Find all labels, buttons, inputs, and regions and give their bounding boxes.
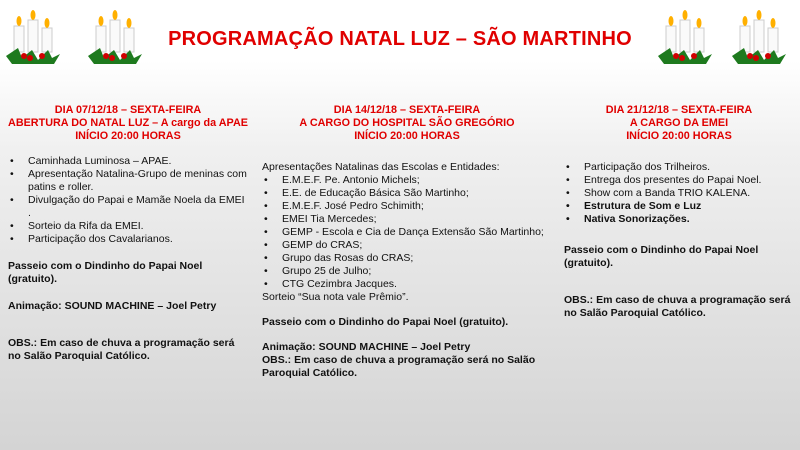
column-header — [262, 104, 552, 143]
list-item: • Participação dos Trilheiros. — [564, 161, 794, 174]
header-start-time: INÍCIO 20:00 HORAS — [75, 130, 181, 142]
event-list — [262, 174, 552, 291]
animacao-note: Animação: SOUND MACHINE – Joel Petry — [8, 300, 217, 312]
animacao-note: Animação: SOUND MACHINE – Joel Petry — [262, 341, 471, 353]
program-column-dec07 — [8, 104, 248, 363]
header-start-time: INÍCIO 20:00 HORAS — [354, 130, 460, 142]
list-item: • E.M.E.F. Pe. Antonio Michels; — [262, 174, 552, 187]
list-item: • GEMP - Escola e Cia de Dança Extensão São Martinho; — [262, 226, 552, 239]
list-item: • Grupo das Rosas do CRAS; — [262, 252, 552, 265]
list-item: • Nativa Sonorizações. — [564, 213, 794, 226]
list-item: • EMEI Tia Mercedes; — [262, 213, 552, 226]
list-item: • Show com a Banda TRIO KALENA. — [564, 187, 794, 200]
intro-text: Apresentações Natalinas das Escolas e Entidades: — [262, 161, 500, 173]
candles-holly-icon — [86, 8, 144, 66]
list-item: • CTG Cezimbra Jacques. — [262, 278, 552, 291]
column-header — [564, 104, 794, 143]
header-date: DIA 07/12/18 – SEXTA-FEIRA — [54, 104, 202, 116]
list-item: • Divulgação do Papai e Mamãe Noela da EMEI . — [8, 194, 248, 220]
candles-holly-icon — [656, 8, 714, 66]
program-column-dec21 — [564, 104, 794, 320]
header-organizer: A CARGO DA EMEI — [629, 117, 729, 129]
list-item: • E.E. de Educação Básica São Martinho; — [262, 187, 552, 200]
list-item: • Apresentação Natalina-Grupo de meninas com patins e roller. — [8, 168, 248, 194]
list-item: • Estrutura de Som e Luz — [564, 200, 794, 213]
passeio-note: Passeio com o Dindinho do Papai Noel (gratuito). — [262, 316, 509, 328]
page-title: PROGRAMAÇÃO NATAL LUZ – SÃO MARTINHO — [168, 28, 632, 50]
candles-holly-icon — [730, 8, 788, 66]
column-header — [8, 104, 248, 143]
candles-holly-icon — [4, 8, 62, 66]
header-organizer: ABERTURA DO NATAL LUZ – A cargo da APAE — [8, 117, 248, 129]
list-item: • GEMP do CRAS; — [262, 239, 552, 252]
sorteio-note: Sorteio “Sua nota vale Prêmio”. — [262, 291, 409, 303]
obs-note: OBS.: Em caso de chuva a programação será no Salão Paroquial Católico. — [8, 337, 235, 362]
passeio-note: Passeio com o Dindinho do Papai Noel (gratuito). — [8, 260, 203, 285]
list-item: • Entrega dos presentes do Papai Noel. — [564, 174, 794, 187]
list-item: • Grupo 25 de Julho; — [262, 265, 552, 278]
header-organizer: A CARGO DO HOSPITAL SÃO GREGÓRIO — [299, 117, 515, 129]
event-list — [564, 161, 794, 226]
passeio-note: Passeio com o Dindinho do Papai Noel (gratuito). — [564, 244, 759, 269]
list-item: • E.M.E.F. José Pedro Schimith; — [262, 200, 552, 213]
header-start-time: INÍCIO 20:00 HORAS — [626, 130, 732, 142]
header-date: DIA 21/12/18 – SEXTA-FEIRA — [605, 104, 753, 116]
event-list — [8, 155, 248, 246]
list-item: • Caminhada Luminosa – APAE. — [8, 155, 248, 168]
header-date: DIA 14/12/18 – SEXTA-FEIRA — [333, 104, 481, 116]
program-column-dec14 — [262, 104, 552, 380]
list-item: • Sorteio da Rifa da EMEI. — [8, 220, 248, 233]
obs-note: OBS.: Em caso de chuva a programação será no Salão Paroquial Católico. — [564, 294, 791, 319]
obs-note: OBS.: Em caso de chuva a programação será no Salão Paroquial Católico. — [262, 354, 536, 379]
list-item: • Participação dos Cavalarianos. — [8, 233, 248, 246]
